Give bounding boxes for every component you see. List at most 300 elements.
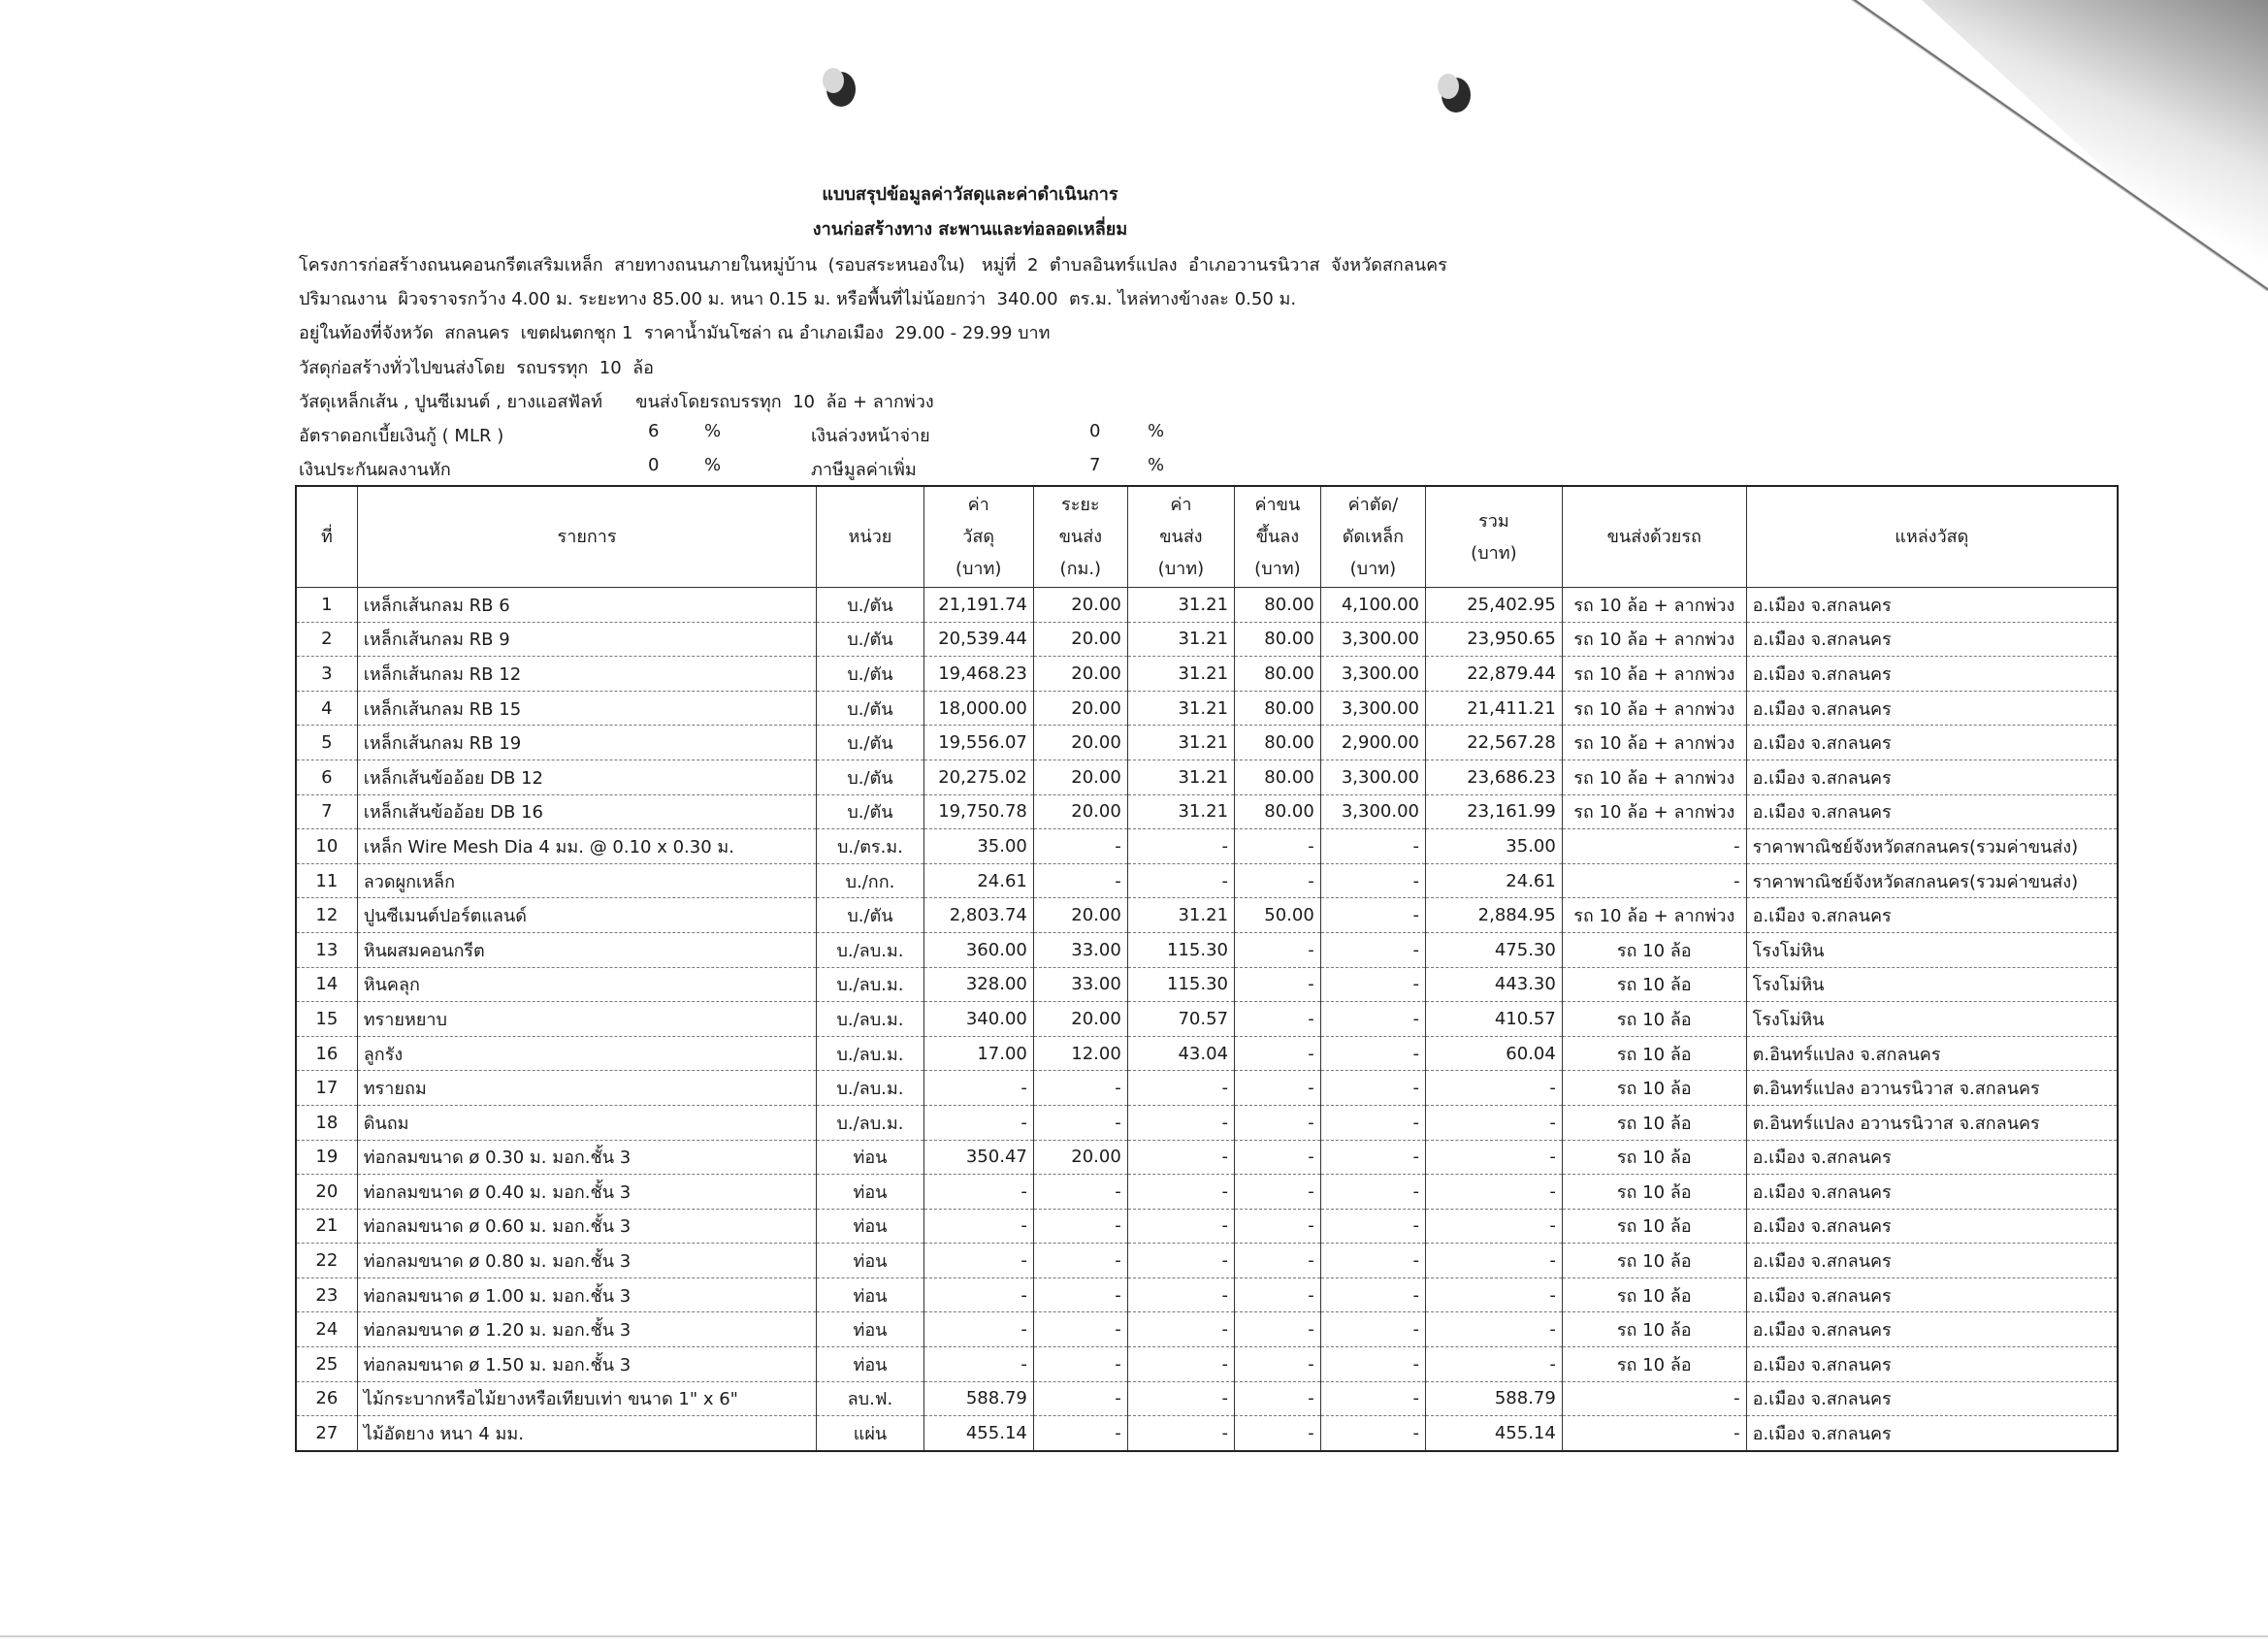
cell-transport: - (1127, 1140, 1234, 1175)
cell-total: 22,567.28 (1425, 726, 1562, 760)
cell-transport: 31.21 (1127, 898, 1234, 933)
cell-total: 24.61 (1425, 863, 1562, 898)
cell-no: 5 (296, 726, 357, 760)
cell-source: อ.เมือง จ.สกลนคร (1746, 794, 2118, 829)
cell-unit: บ./ตัน (817, 691, 923, 726)
cell-loading: - (1235, 1071, 1321, 1106)
cell-loading: 80.00 (1235, 760, 1321, 794)
cell-vehicle: รถ 10 ล้อ (1562, 967, 1746, 1002)
table-row (296, 1277, 2118, 1312)
cell-vehicle: รถ 10 ล้อ + ลากพ่วง (1562, 588, 1746, 623)
header-loading-l1: ค่าขน (1254, 495, 1301, 515)
project-line: โครงการก่อสร้างถนนคอนกรีตเสริมเหล็ก สายทางถนนภายในหมู่บ้าน (รอบสระหนองใน) หมู่ที่ 2 ตำบลอินทร์แปลง อำเภอวานรนิวาส จังหวัดสกลนคร (299, 255, 1447, 275)
header-no: ที่ (296, 486, 357, 588)
cell-total: - (1425, 1209, 1562, 1244)
cell-vehicle: รถ 10 ล้อ (1562, 1105, 1746, 1140)
cell-item: ไม้กระบากหรือไม้ยางหรือเทียบเท่า ขนาด 1" x 6" (357, 1381, 817, 1416)
cell-loading: - (1235, 1105, 1321, 1140)
cell-total: - (1425, 1244, 1562, 1278)
cell-transport: - (1127, 1416, 1234, 1451)
cell-total: 23,686.23 (1425, 760, 1562, 794)
cell-source: อ.เมือง จ.สกลนคร (1746, 1175, 2118, 1210)
cell-vehicle: รถ 10 ล้อ (1562, 1347, 1746, 1382)
table-row (296, 588, 2118, 623)
transport-steel-line: วัสดุเหล็กเส้น , ปูนซีเมนต์ , ยางแอสฟัลท์ ขนส่งโดยรถบรรทุก 10 ล้อ + ลากพ่วง (299, 392, 934, 412)
table-row (296, 622, 2118, 657)
header-distance-l1: ระยะ (1061, 495, 1100, 515)
cell-transport: - (1127, 1071, 1234, 1106)
vat-label: ภาษีมูลค่าเพิ่ม (811, 460, 917, 480)
cell-total: 588.79 (1425, 1381, 1562, 1416)
cell-loading: - (1235, 863, 1321, 898)
cell-cutting: - (1320, 1071, 1425, 1106)
cell-unit: ท่อน (817, 1277, 923, 1312)
cell-vehicle: - (1562, 829, 1746, 864)
cell-material: 35.00 (923, 829, 1033, 864)
table-row (296, 760, 2118, 794)
table-row (296, 794, 2118, 829)
cell-no: 26 (296, 1381, 357, 1416)
cell-distance: - (1033, 1347, 1127, 1382)
cell-loading: - (1235, 967, 1321, 1002)
cell-total: 22,879.44 (1425, 657, 1562, 692)
cell-transport: - (1127, 1105, 1234, 1140)
cell-source: ต.อินทร์แปลง อวานรนิวาส จ.สกลนคร (1746, 1071, 2118, 1106)
cell-material: 360.00 (923, 932, 1033, 967)
cell-no: 23 (296, 1277, 357, 1312)
cell-material: 328.00 (923, 967, 1033, 1002)
header-total-l1: รวม (1478, 510, 1509, 532)
header-transport-l1: ค่า (1170, 495, 1192, 515)
cell-unit: บ./ลบ.ม. (817, 1105, 923, 1140)
cell-unit: บ./กก. (817, 863, 923, 898)
cell-cutting: - (1320, 1140, 1425, 1175)
header-cutting-l2: ดัดเหล็ก (1342, 527, 1405, 547)
cell-cutting: - (1320, 932, 1425, 967)
cell-loading: 80.00 (1235, 588, 1321, 623)
quantity-line: ปริมาณงาน ผิวจราจรกว้าง 4.00 ม. ระยะทาง 85.00 ม. หนา 0.15 ม. หรือพื้นที่ไม่น้อยกว่า 340.00 ตร.ม. ไหล่ทางข้างละ 0.50 ม. (299, 289, 1297, 309)
cell-distance: 20.00 (1033, 691, 1127, 726)
cell-distance: 20.00 (1033, 898, 1127, 933)
cell-no: 25 (296, 1347, 357, 1382)
header-cutting (1320, 486, 1425, 588)
cell-unit: ลบ.ฟ. (817, 1381, 923, 1416)
cell-distance: 20.00 (1033, 1140, 1127, 1175)
table-row (296, 1036, 2118, 1071)
cell-distance: 20.00 (1033, 726, 1127, 760)
cell-distance: - (1033, 1381, 1127, 1416)
cell-source: อ.เมือง จ.สกลนคร (1746, 1347, 2118, 1382)
cell-no: 21 (296, 1209, 357, 1244)
cell-item: ดินถม (357, 1105, 817, 1140)
cell-loading: - (1235, 1002, 1321, 1037)
header-distance-l2: ขนส่ง (1058, 527, 1103, 547)
cell-source: ต.อินทร์แปลง อวานรนิวาส จ.สกลนคร (1746, 1105, 2118, 1140)
cell-loading: 50.00 (1235, 898, 1321, 933)
cell-no: 13 (296, 932, 357, 967)
table-row (296, 967, 2118, 1002)
cell-source: อ.เมือง จ.สกลนคร (1746, 1277, 2118, 1312)
cell-vehicle: รถ 10 ล้อ (1562, 1071, 1746, 1106)
cell-no: 15 (296, 1002, 357, 1037)
cell-cutting: - (1320, 1175, 1425, 1210)
cell-source: อ.เมือง จ.สกลนคร (1746, 1244, 2118, 1278)
cell-vehicle: รถ 10 ล้อ (1562, 1312, 1746, 1347)
cell-total: - (1425, 1277, 1562, 1312)
mlr-value: 6 (648, 421, 660, 441)
cell-unit: บ./ลบ.ม. (817, 932, 923, 967)
cell-no: 17 (296, 1071, 357, 1106)
cell-no: 24 (296, 1312, 357, 1347)
cell-transport: 31.21 (1127, 622, 1234, 657)
cell-vehicle: รถ 10 ล้อ (1562, 932, 1746, 967)
cell-no: 20 (296, 1175, 357, 1210)
header-material (923, 486, 1033, 588)
cell-item: ท่อกลมขนาด ø 1.20 ม. มอก.ชั้น 3 (357, 1312, 817, 1347)
cell-loading: - (1235, 1209, 1321, 1244)
cell-vehicle: รถ 10 ล้อ + ลากพ่วง (1562, 898, 1746, 933)
cell-loading: - (1235, 1416, 1321, 1451)
cell-unit: บ./ตัน (817, 898, 923, 933)
cell-material: 24.61 (923, 863, 1033, 898)
cell-transport: - (1127, 1381, 1234, 1416)
cell-material: 588.79 (923, 1381, 1033, 1416)
cell-transport: - (1127, 1175, 1234, 1210)
cell-material: 20,275.02 (923, 760, 1033, 794)
cell-material: 2,803.74 (923, 898, 1033, 933)
cell-cutting: - (1320, 1036, 1425, 1071)
cell-distance: - (1033, 1277, 1127, 1312)
cell-loading: 80.00 (1235, 691, 1321, 726)
cell-loading: - (1235, 1312, 1321, 1347)
header-source: แหล่งวัสดุ (1746, 486, 2118, 588)
cell-source: อ.เมือง จ.สกลนคร (1746, 760, 2118, 794)
cell-no: 16 (296, 1036, 357, 1071)
cell-transport: 115.30 (1127, 967, 1234, 1002)
cell-item: เหล็กเส้นกลม RB 15 (357, 691, 817, 726)
vat-value: 7 (1089, 455, 1101, 475)
cell-material: - (923, 1105, 1033, 1140)
cell-no: 1 (296, 588, 357, 623)
cell-cutting: - (1320, 1244, 1425, 1278)
cell-material: - (923, 1175, 1033, 1210)
cell-item: เหล็กเส้นข้ออ้อย DB 12 (357, 760, 817, 794)
cell-vehicle: รถ 10 ล้อ (1562, 1277, 1746, 1312)
cell-no: 22 (296, 1244, 357, 1278)
table-header-row (296, 486, 2118, 588)
cell-item: ไม้อัดยาง หนา 4 มม. (357, 1416, 817, 1451)
cell-unit: บ./ตัน (817, 760, 923, 794)
cell-distance: 20.00 (1033, 794, 1127, 829)
cell-total: - (1425, 1140, 1562, 1175)
cell-transport: 31.21 (1127, 760, 1234, 794)
cell-item: ลูกรัง (357, 1036, 817, 1071)
cell-item: ทรายหยาบ (357, 1002, 817, 1037)
cell-source: ต.อินทร์แปลง จ.สกลนคร (1746, 1036, 2118, 1071)
table-row (296, 1381, 2118, 1416)
cell-material: 455.14 (923, 1416, 1033, 1451)
cell-transport: 31.21 (1127, 588, 1234, 623)
cell-source: อ.เมือง จ.สกลนคร (1746, 1381, 2118, 1416)
cell-cutting: - (1320, 967, 1425, 1002)
cell-material: 19,556.07 (923, 726, 1033, 760)
cell-no: 10 (296, 829, 357, 864)
cell-item: ทรายถม (357, 1071, 817, 1106)
cell-distance: - (1033, 1209, 1127, 1244)
cell-loading: - (1235, 1347, 1321, 1382)
header-item: รายการ (357, 486, 817, 588)
header-distance (1033, 486, 1127, 588)
cell-transport: 31.21 (1127, 691, 1234, 726)
cell-item: ลวดผูกเหล็ก (357, 863, 817, 898)
cell-unit: ท่อน (817, 1209, 923, 1244)
cell-total: 23,950.65 (1425, 622, 1562, 657)
table-row (296, 1244, 2118, 1278)
cell-source: อ.เมือง จ.สกลนคร (1746, 657, 2118, 692)
cell-source: อ.เมือง จ.สกลนคร (1746, 622, 2118, 657)
table-row (296, 726, 2118, 760)
guarantee-unit: % (704, 455, 722, 475)
cell-no: 6 (296, 760, 357, 794)
cell-transport: 31.21 (1127, 657, 1234, 692)
cell-cutting: - (1320, 1347, 1425, 1382)
table-row (296, 691, 2118, 726)
cell-source: อ.เมือง จ.สกลนคร (1746, 1140, 2118, 1175)
table-row (296, 1209, 2118, 1244)
cell-unit: บ./ตัน (817, 657, 923, 692)
cell-loading: 80.00 (1235, 657, 1321, 692)
cell-item: ท่อกลมขนาด ø 1.00 ม. มอก.ชั้น 3 (357, 1277, 817, 1312)
cell-source: อ.เมือง จ.สกลนคร (1746, 1416, 2118, 1451)
cell-transport: 115.30 (1127, 932, 1234, 967)
header-unit: หน่วย (817, 486, 923, 588)
header-vehicle: ขนส่งด้วยรถ (1562, 486, 1746, 588)
cell-loading: - (1235, 1140, 1321, 1175)
cell-transport: - (1127, 829, 1234, 864)
cell-cutting: 3,300.00 (1320, 691, 1425, 726)
cell-cutting: 3,300.00 (1320, 657, 1425, 692)
cell-distance: 33.00 (1033, 967, 1127, 1002)
guarantee-label: เงินประกันผลงานหัก (299, 460, 451, 480)
cell-cutting: - (1320, 1277, 1425, 1312)
cell-unit: ท่อน (817, 1244, 923, 1278)
cell-transport: 31.21 (1127, 726, 1234, 760)
cell-unit: ท่อน (817, 1312, 923, 1347)
cell-distance: 20.00 (1033, 588, 1127, 623)
cell-cutting: 3,300.00 (1320, 794, 1425, 829)
cell-distance: 12.00 (1033, 1036, 1127, 1071)
cell-source: ราคาพาณิชย์จังหวัดสกลนคร(รวมค่าขนส่ง) (1746, 863, 2118, 898)
cell-transport: - (1127, 1244, 1234, 1278)
cell-total: 2,884.95 (1425, 898, 1562, 933)
cell-distance: 20.00 (1033, 622, 1127, 657)
cell-loading: - (1235, 829, 1321, 864)
cell-vehicle: รถ 10 ล้อ + ลากพ่วง (1562, 691, 1746, 726)
table-row (296, 1416, 2118, 1451)
cell-unit: บ./ลบ.ม. (817, 1071, 923, 1106)
location-line: อยู่ในท้องที่จังหวัด สกลนคร เขตฝนตกชุก 1 ราคาน้ำมันโซล่า ณ อำเภอเมือง 29.00 - 29.99 บาท (299, 323, 1051, 343)
cell-total: - (1425, 1312, 1562, 1347)
cell-unit: ท่อน (817, 1347, 923, 1382)
cell-source: อ.เมือง จ.สกลนคร (1746, 1209, 2118, 1244)
cell-total: 410.57 (1425, 1002, 1562, 1037)
cell-vehicle: รถ 10 ล้อ (1562, 1036, 1746, 1071)
cell-total: - (1425, 1105, 1562, 1140)
cell-vehicle: - (1562, 863, 1746, 898)
cell-item: ท่อกลมขนาด ø 1.50 ม. มอก.ชั้น 3 (357, 1347, 817, 1382)
table-row (296, 1347, 2118, 1382)
header-transport (1127, 486, 1234, 588)
cell-no: 2 (296, 622, 357, 657)
cell-material: - (923, 1244, 1033, 1278)
cell-vehicle: รถ 10 ล้อ (1562, 1244, 1746, 1278)
cell-distance: - (1033, 829, 1127, 864)
cell-no: 19 (296, 1140, 357, 1175)
cell-loading: - (1235, 1036, 1321, 1071)
cell-vehicle: รถ 10 ล้อ + ลากพ่วง (1562, 622, 1746, 657)
table-row (296, 1105, 2118, 1140)
table-row (296, 1312, 2118, 1347)
cell-distance: 20.00 (1033, 657, 1127, 692)
page-bottom-edge (0, 1635, 2268, 1637)
cell-cutting: - (1320, 863, 1425, 898)
cell-loading: - (1235, 1244, 1321, 1278)
cell-total: 455.14 (1425, 1416, 1562, 1451)
header-transport-l2: ขนส่ง (1159, 527, 1203, 547)
cell-material: - (923, 1277, 1033, 1312)
cell-material: 340.00 (923, 1002, 1033, 1037)
mlr-unit: % (704, 421, 722, 441)
cell-transport: - (1127, 1312, 1234, 1347)
cell-unit: บ./ลบ.ม. (817, 1002, 923, 1037)
cell-source: โรงโม่หิน (1746, 1002, 2118, 1037)
cell-distance: - (1033, 1175, 1127, 1210)
cell-item: ท่อกลมขนาด ø 0.80 ม. มอก.ชั้น 3 (357, 1244, 817, 1278)
mlr-label: อัตราดอกเบี้ยเงินกู้ ( MLR ) (299, 426, 504, 446)
cell-item: เหล็กเส้นกลม RB 19 (357, 726, 817, 760)
cell-unit: บ./ตัน (817, 726, 923, 760)
cell-no: 12 (296, 898, 357, 933)
cell-material: - (923, 1347, 1033, 1382)
cell-total: - (1425, 1347, 1562, 1382)
cell-source: อ.เมือง จ.สกลนคร (1746, 898, 2118, 933)
cell-distance: - (1033, 863, 1127, 898)
cell-loading: 80.00 (1235, 726, 1321, 760)
page-corner-edge (1851, 0, 2268, 291)
cell-item: ท่อกลมขนาด ø 0.30 ม. มอก.ชั้น 3 (357, 1140, 817, 1175)
cell-cutting: - (1320, 898, 1425, 933)
cell-loading: 80.00 (1235, 794, 1321, 829)
cell-no: 11 (296, 863, 357, 898)
cell-transport: - (1127, 1347, 1234, 1382)
table-row (296, 1071, 2118, 1106)
header-loading (1235, 486, 1321, 588)
document-subtitle: งานก่อสร้างทาง สะพานและท่อลอดเหลี่ยม (812, 219, 1128, 240)
cell-item: เหล็ก Wire Mesh Dia 4 มม. @ 0.10 x 0.30 ม. (357, 829, 817, 864)
cell-material: - (923, 1312, 1033, 1347)
table-body (296, 588, 2118, 1451)
cell-total: 21,411.21 (1425, 691, 1562, 726)
cell-cutting: - (1320, 1002, 1425, 1037)
cell-cutting: 4,100.00 (1320, 588, 1425, 623)
cell-no: 18 (296, 1105, 357, 1140)
cell-total: 443.30 (1425, 967, 1562, 1002)
table-row (296, 932, 2118, 967)
punch-hole-left (826, 72, 856, 107)
table-row (296, 657, 2118, 692)
document-title: แบบสรุปข้อมูลค่าวัสดุและค่าดำเนินการ (822, 184, 1118, 205)
cell-distance: 33.00 (1033, 932, 1127, 967)
cell-material: 20,539.44 (923, 622, 1033, 657)
cell-loading: - (1235, 1277, 1321, 1312)
cell-source: อ.เมือง จ.สกลนคร (1746, 726, 2118, 760)
cell-item: หินคลุก (357, 967, 817, 1002)
cell-cutting: - (1320, 1312, 1425, 1347)
cell-total: 23,161.99 (1425, 794, 1562, 829)
header-loading-l3: (บาท) (1254, 559, 1301, 579)
cell-no: 27 (296, 1416, 357, 1451)
cell-loading: 80.00 (1235, 622, 1321, 657)
header-cutting-l3: (บาท) (1349, 559, 1397, 579)
cell-cutting: - (1320, 1209, 1425, 1244)
cell-vehicle: - (1562, 1381, 1746, 1416)
cell-cutting: 2,900.00 (1320, 726, 1425, 760)
cell-transport: - (1127, 1277, 1234, 1312)
cell-total: 25,402.95 (1425, 588, 1562, 623)
cell-distance: - (1033, 1105, 1127, 1140)
cell-loading: - (1235, 932, 1321, 967)
advance-value: 0 (1089, 421, 1101, 441)
cell-total: 35.00 (1425, 829, 1562, 864)
cell-item: เหล็กเส้นข้ออ้อย DB 16 (357, 794, 817, 829)
cell-material: 19,750.78 (923, 794, 1033, 829)
cell-cutting: - (1320, 1105, 1425, 1140)
cell-no: 3 (296, 657, 357, 692)
cell-unit: บ./ตัน (817, 588, 923, 623)
cell-loading: - (1235, 1381, 1321, 1416)
cell-item: ปูนซีเมนต์ปอร์ตแลนด์ (357, 898, 817, 933)
cell-source: ราคาพาณิชย์จังหวัดสกลนคร(รวมค่าขนส่ง) (1746, 829, 2118, 864)
cell-unit: แผ่น (817, 1416, 923, 1451)
cell-distance: 20.00 (1033, 1002, 1127, 1037)
cell-unit: บ./ตร.ม. (817, 829, 923, 864)
cell-item: หินผสมคอนกรีต (357, 932, 817, 967)
cell-total: 475.30 (1425, 932, 1562, 967)
header-material-l2: วัสดุ (962, 527, 995, 547)
cell-vehicle: รถ 10 ล้อ + ลากพ่วง (1562, 657, 1746, 692)
cell-cutting: - (1320, 829, 1425, 864)
cell-source: อ.เมือง จ.สกลนคร (1746, 1312, 2118, 1347)
cell-distance: 20.00 (1033, 760, 1127, 794)
cell-source: อ.เมือง จ.สกลนคร (1746, 691, 2118, 726)
cell-material: 19,468.23 (923, 657, 1033, 692)
vat-unit: % (1148, 455, 1165, 475)
cell-total: 60.04 (1425, 1036, 1562, 1071)
table-row (296, 1175, 2118, 1210)
table-row (296, 898, 2118, 933)
advance-label: เงินล่วงหน้าจ่าย (811, 426, 930, 446)
transport-line: วัสดุก่อสร้างทั่วไปขนส่งโดย รถบรรทุก 10 ล้อ (299, 358, 654, 378)
cell-unit: บ./ตัน (817, 622, 923, 657)
cell-cutting: 3,300.00 (1320, 760, 1425, 794)
header-loading-l2: ขึ้นลง (1255, 527, 1300, 547)
cell-material: - (923, 1209, 1033, 1244)
header-material-l3: (บาท) (955, 559, 1002, 579)
cell-material: 17.00 (923, 1036, 1033, 1071)
cell-item: ท่อกลมขนาด ø 0.40 ม. มอก.ชั้น 3 (357, 1175, 817, 1210)
materials-table (295, 485, 2119, 1452)
cell-distance: - (1033, 1416, 1127, 1451)
